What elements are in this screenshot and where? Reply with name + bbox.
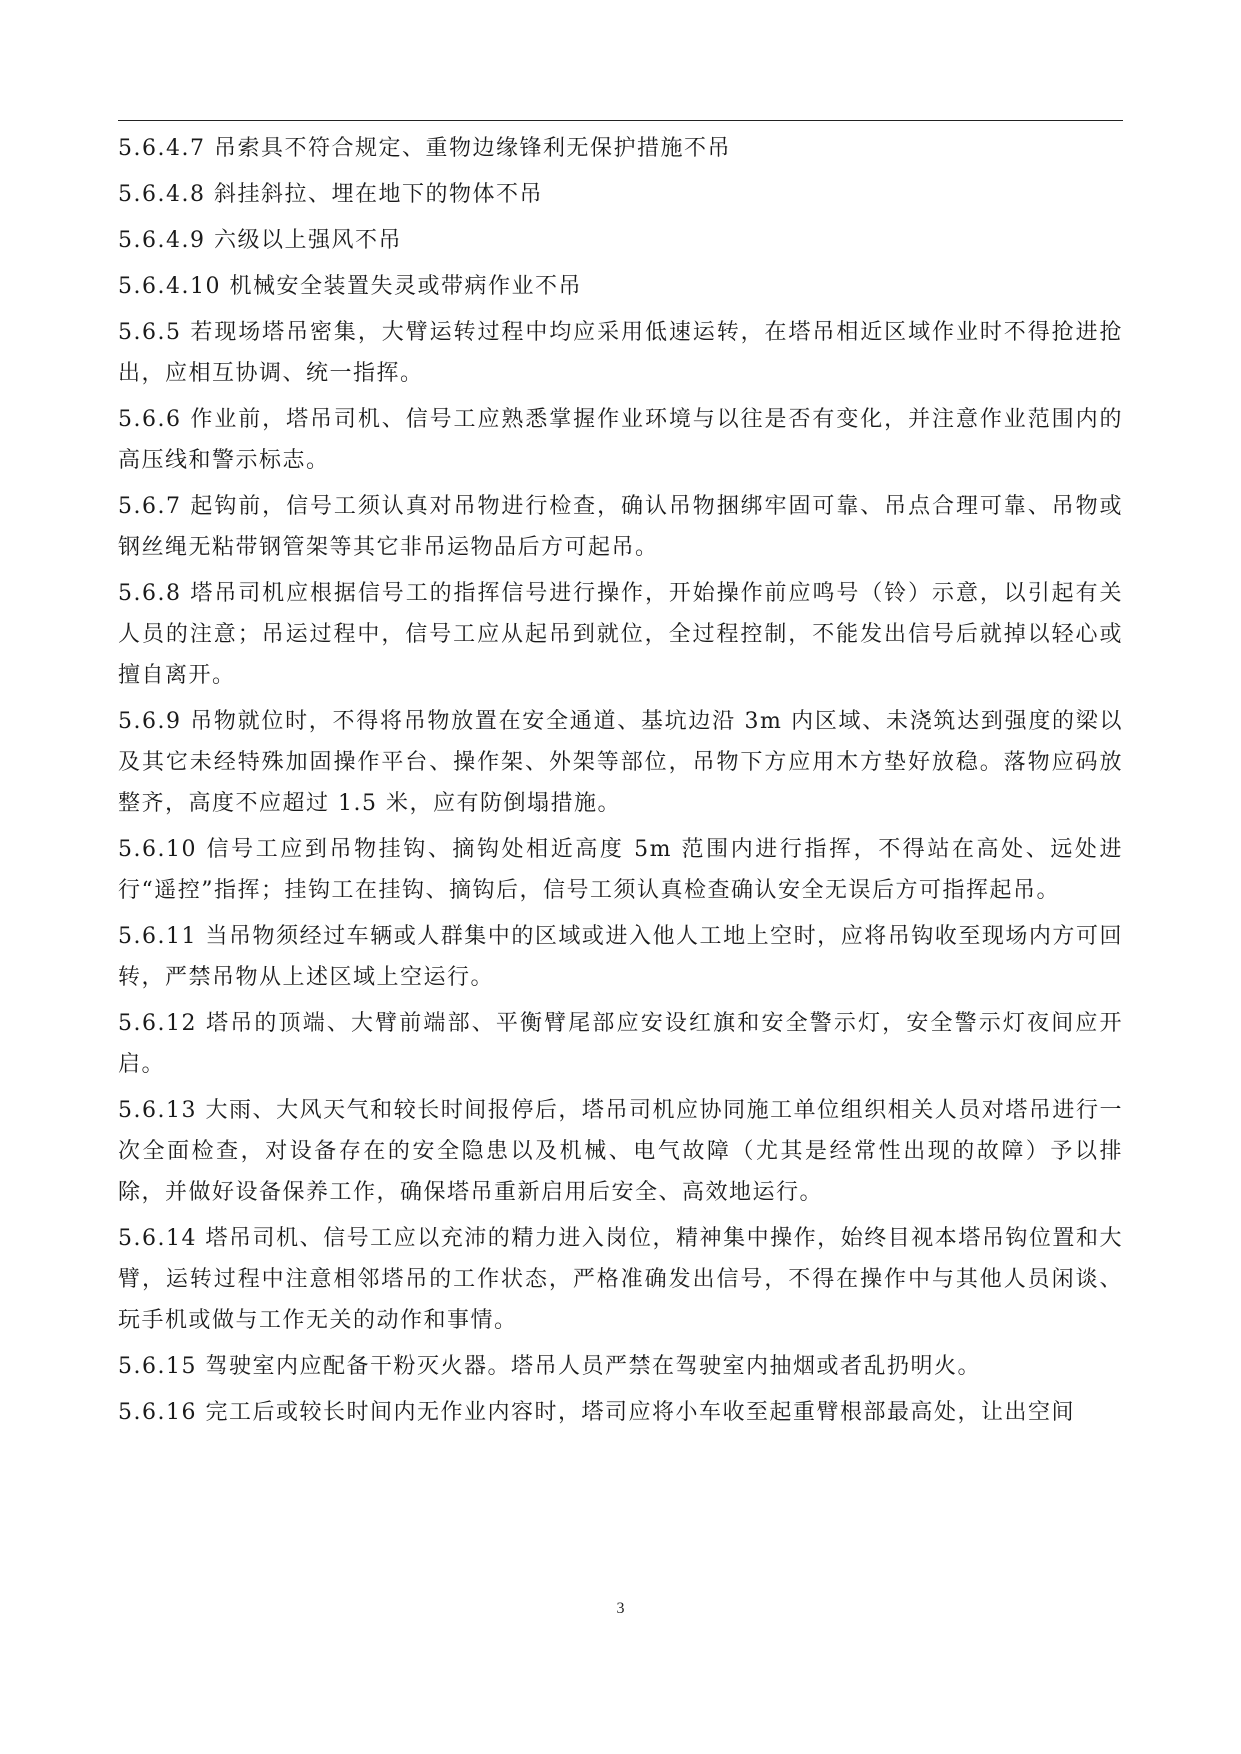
paragraph-5-6-9: 5.6.9 吊物就位时，不得将吊物放置在安全通道、基坑边沿 3m 内区域、未浇筑达到强度的梁以及其它未经特殊加固操作平台、操作架、外架等部位，吊物下方应用木方垫好放稳。落物应码放整齐，高度不应超过 1.5 米，应有防倒塌措施。 xyxy=(118,709,1123,816)
document-body xyxy=(118,128,1123,1438)
paragraph-5-6-8: 5.6.8 塔吊司机应根据信号工的指挥信号进行操作，开始操作前应鸣号（铃）示意，以引起有关人员的注意；吊运过程中，信号工应从起吊到就位，全过程控制，不能发出信号后就掉以轻心或擅自离开。 xyxy=(118,581,1123,688)
paragraph-5-6-14: 5.6.14 塔吊司机、信号工应以充沛的精力进入岗位，精神集中操作，始终目视本塔吊钩位置和大臂，运转过程中注意相邻塔吊的工作状态，严格准确发出信号，不得在操作中与其他人员闲谈、玩手机或做与工作无关的动作和事情。 xyxy=(118,1226,1123,1333)
paragraph-5-6-5: 5.6.5 若现场塔吊密集，大臂运转过程中均应采用低速运转，在塔吊相近区域作业时不得抢进抢出，应相互协调、统一指挥。 xyxy=(118,320,1123,386)
paragraph-5-6-4-8: 5.6.4.8 斜挂斜拉、埋在地下的物体不吊 xyxy=(118,182,543,207)
paragraph-5-6-16: 5.6.16 完工后或较长时间内无作业内容时，塔司应将小车收至起重臂根部最高处，让出空间 xyxy=(118,1400,1075,1425)
paragraph-5-6-4-9: 5.6.4.9 六级以上强风不吊 xyxy=(118,228,402,253)
paragraph-5-6-7: 5.6.7 起钩前，信号工须认真对吊物进行检查，确认吊物捆绑牢固可靠、吊点合理可靠、吊物或钢丝绳无粘带钢管架等其它非吊运物品后方可起吊。 xyxy=(118,494,1123,560)
paragraph-5-6-4-10: 5.6.4.10 机械安全装置失灵或带病作业不吊 xyxy=(118,274,582,299)
header-rule xyxy=(118,120,1123,121)
paragraph-5-6-10: 5.6.10 信号工应到吊物挂钩、摘钩处相近高度 5m 范围内进行指挥，不得站在高处、远处进行“遥控”指挥；挂钩工在挂钩、摘钩后，信号工须认真检查确认安全无误后方可指挥起吊。 xyxy=(118,837,1123,903)
paragraph-5-6-12: 5.6.12 塔吊的顶端、大臂前端部、平衡臂尾部应安设红旗和安全警示灯，安全警示灯夜间应开启。 xyxy=(118,1011,1123,1077)
paragraph-5-6-4-7: 5.6.4.7 吊索具不符合规定、重物边缘锋利无保护措施不吊 xyxy=(118,136,731,161)
paragraph-5-6-6: 5.6.6 作业前，塔吊司机、信号工应熟悉掌握作业环境与以往是否有变化，并注意作业范围内的高压线和警示标志。 xyxy=(118,407,1123,473)
paragraph-5-6-15: 5.6.15 驾驶室内应配备干粉灭火器。塔吊人员严禁在驾驶室内抽烟或者乱扔明火。 xyxy=(118,1354,981,1379)
page-number: 3 xyxy=(616,1600,625,1617)
paragraph-5-6-13: 5.6.13 大雨、大风天气和较长时间报停后，塔吊司机应协同施工单位组织相关人员对塔吊进行一次全面检查，对设备存在的安全隐患以及机械、电气故障（尤其是经常性出现的故障）予以排除，并做好设备保养工作，确保塔吊重新启用后安全、高效地运行。 xyxy=(118,1098,1123,1205)
paragraph-5-6-11: 5.6.11 当吊物须经过车辆或人群集中的区域或进入他人工地上空时，应将吊钩收至现场内方可回转，严禁吊物从上述区域上空运行。 xyxy=(118,924,1123,990)
